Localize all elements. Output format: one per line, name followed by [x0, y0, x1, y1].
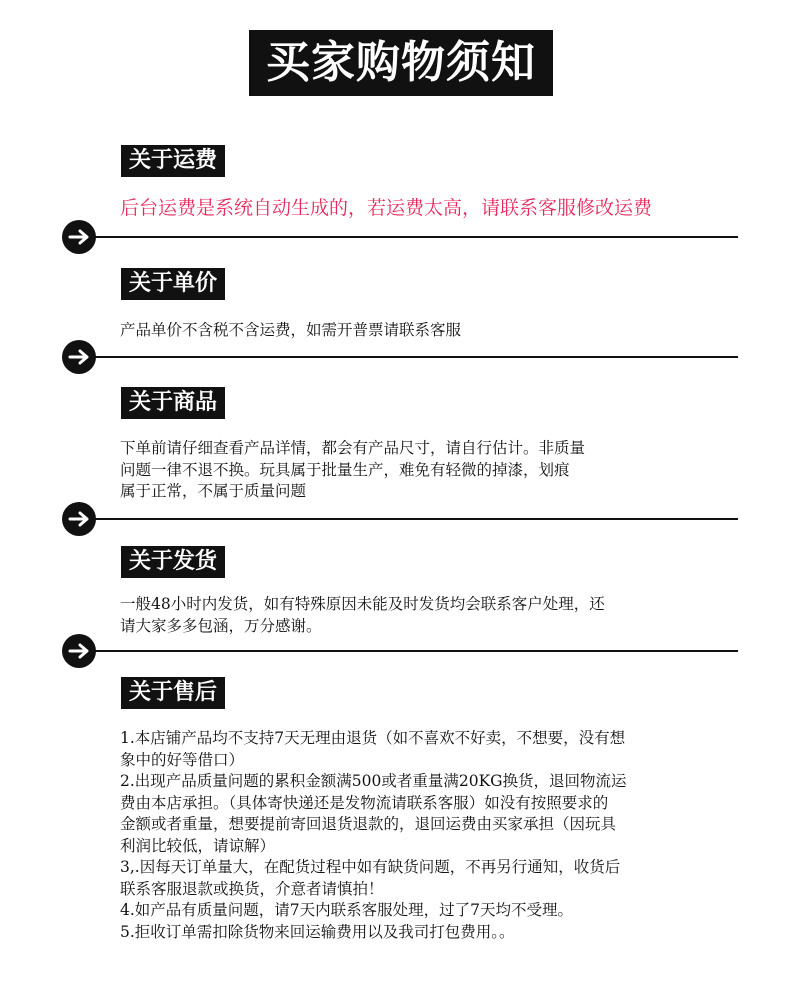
- section-body: 下单前请仔细查看产品详情，都会有产品尺寸，请自行估计。非质量 问题一律不退不换。玩具属于批量生产，难免有轻微的掉漆，划痕 属于正常，不属于质量问题: [120, 439, 586, 500]
- section-body: 1.本店铺产品均不支持7天无理由退货（如不喜欢不好卖，不想要，没有想 象中的好等借口） 2.出现产品质量问题的累积金额满500或者重量满20KG换货，退回物流运 费由本店承担。（具体寄快递还是发物流请联系客服）如没有按照要求的 金额或者重量，想要提前寄回退货退款的，退回运费由买家承担（因玩具 利润比较低，请谅解） 3,.因每天订单量大，在配货过程中如有缺货问题，不再另行通知，收货后 联系客服退款或换货，介意者请慎拍！ 4.如产品有质量问题，请7天内联系客服处理，过了7天均不受理。 5.拒收订单需扣除货物来回运输费用以及我司打包费用。。: [120, 729, 627, 941]
- arrow-right-icon: [62, 634, 96, 668]
- divider-line: [66, 356, 738, 358]
- section-title: 关于售后: [121, 677, 225, 709]
- section-title: 关于商品: [121, 387, 225, 419]
- section-title: 关于运费: [121, 145, 225, 177]
- section-title: 关于发货: [121, 546, 225, 578]
- divider-line: [66, 518, 738, 520]
- section-body: 产品单价不含税不含运费，如需开普票请联系客服: [120, 321, 462, 339]
- arrow-right-icon: [62, 220, 96, 254]
- divider-line: [66, 650, 738, 652]
- section-body: 一般48小时内发货，如有特殊原因未能及时发货均会联系客户处理，还 请大家多多包涵，万分感谢。: [120, 595, 605, 635]
- section-title: 关于单价: [121, 268, 225, 300]
- arrow-right-icon: [62, 502, 96, 536]
- arrow-right-icon: [62, 340, 96, 374]
- page-title: 买家购物须知: [249, 30, 553, 96]
- section-body: 后台运费是系统自动生成的，若运费太高，请联系客服修改运费: [120, 197, 653, 219]
- divider-line: [66, 236, 738, 238]
